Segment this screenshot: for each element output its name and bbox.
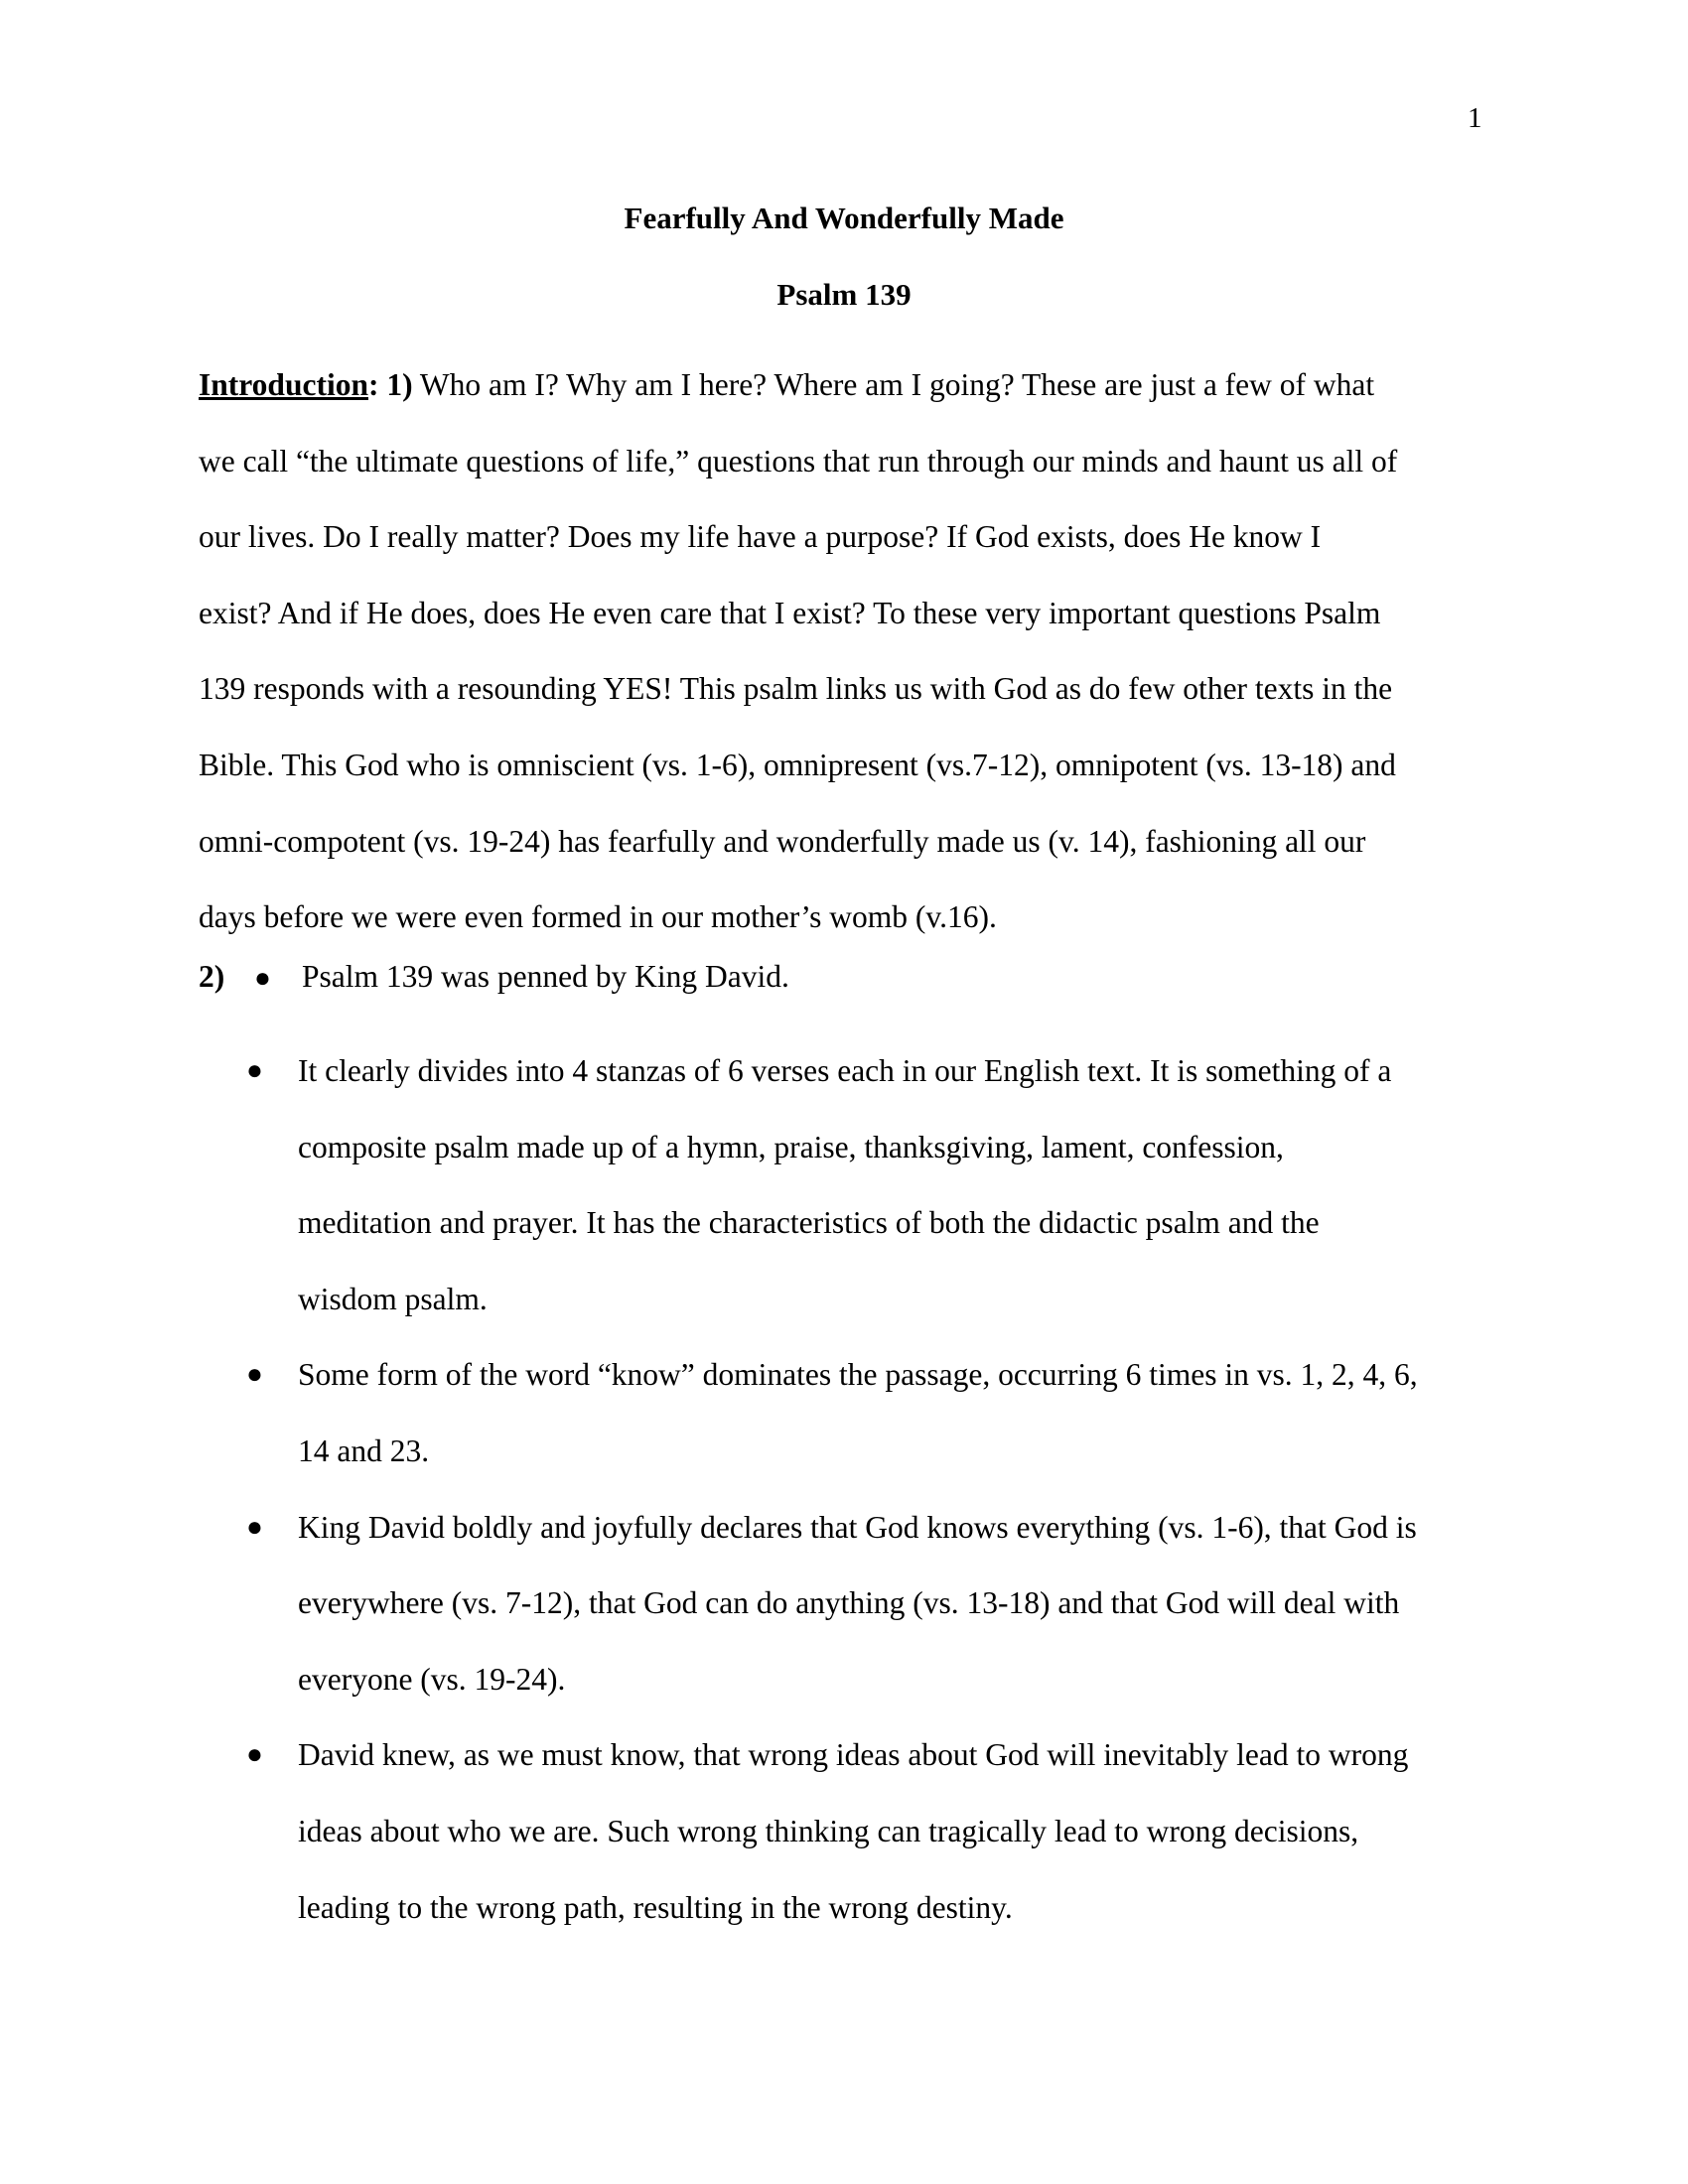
point-number-1: 1) xyxy=(386,367,413,402)
bullet-line: leading to the wrong path, resulting in the wrong destiny. xyxy=(298,1889,1013,1925)
intro-line: days before we were even formed in our mother’s womb (v.16). xyxy=(199,899,997,935)
bullet-icon: ● xyxy=(246,1511,263,1543)
intro-line: omni-compotent (vs. 19-24) has fearfully and wonderfully made us (v. 14), fashioning all our xyxy=(199,823,1366,859)
intro-line: our lives. Do I really matter? Does my life have a purpose? If God exists, does He know I xyxy=(199,519,1322,555)
document-title: Fearfully And Wonderfully Made xyxy=(624,201,1064,235)
bullet-line: Some form of the word “know” dominates the passage, occurring 6 times in vs. 1, 2, 4, 6, xyxy=(298,1357,1418,1393)
document-subtitle: Psalm 139 xyxy=(776,277,912,312)
intro-line: exist? And if He does, does He even care that I exist? To these very important questions Psalm xyxy=(199,595,1381,630)
bullet-line: wisdom psalm. xyxy=(298,1281,488,1316)
bullet-line: ideas about who we are. Such wrong thinking can tragically lead to wrong decisions, xyxy=(298,1813,1359,1848)
bullet-line: meditation and prayer. It has the characteristics of both the didactic psalm and the xyxy=(298,1205,1320,1241)
bullet-text: Psalm 139 was penned by King David. xyxy=(302,959,789,994)
introduction-label: Introduction xyxy=(199,367,368,402)
bullet-icon: ● xyxy=(246,1739,263,1771)
bullet-list xyxy=(246,1033,1497,1946)
bullet-line: David knew, as we must know, that wrong ideas about God will inevitably lead to wrong xyxy=(298,1737,1409,1773)
point-2-first-bullet xyxy=(199,957,1489,999)
bullet-line: everyone (vs. 19-24). xyxy=(298,1661,566,1697)
bullet-line: everywhere (vs. 7-12), that God can do anything (vs. 13-18) and that God will deal with xyxy=(298,1585,1400,1621)
introduction-colon: : xyxy=(367,367,379,402)
bullet-item-declares xyxy=(246,1490,1497,1718)
bullet-item-know xyxy=(246,1337,1497,1489)
bullet-line: It clearly divides into 4 stanzas of 6 verses each in our English text. It is something of a xyxy=(298,1053,1392,1088)
bullet-icon: ● xyxy=(246,1359,263,1391)
intro-line: Bible. This God who is omniscient (vs. 1-6), omnipresent (vs.7-12), omnipotent (vs. 13-18) and xyxy=(199,747,1396,782)
intro-line: 139 responds with a resounding YES! This psalm links us with God as do few other texts in the xyxy=(199,671,1393,707)
introduction-paragraph xyxy=(199,347,1489,956)
bullet-icon: ● xyxy=(246,1055,263,1086)
bullet-icon: ● xyxy=(254,963,271,994)
bullet-item-stanzas xyxy=(246,1033,1497,1337)
intro-line-text: Who am I? Why am I here? Where am I going? These are just a few of what xyxy=(412,367,1375,402)
bullet-line: 14 and 23. xyxy=(298,1433,430,1468)
intro-line xyxy=(199,347,1489,424)
point-number-2: 2) xyxy=(199,959,225,994)
bullet-line: composite psalm made up of a hymn, praise, thanksgiving, lament, confession, xyxy=(298,1129,1284,1164)
intro-line: we call “the ultimate questions of life,” questions that run through our minds and haunt us all of xyxy=(199,443,1398,478)
bullet-line: King David boldly and joyfully declares that God knows everything (vs. 1-6), that God is xyxy=(298,1509,1417,1545)
page-number: 1 xyxy=(1468,102,1482,134)
bullet-item-wrong-ideas xyxy=(246,1717,1497,1946)
